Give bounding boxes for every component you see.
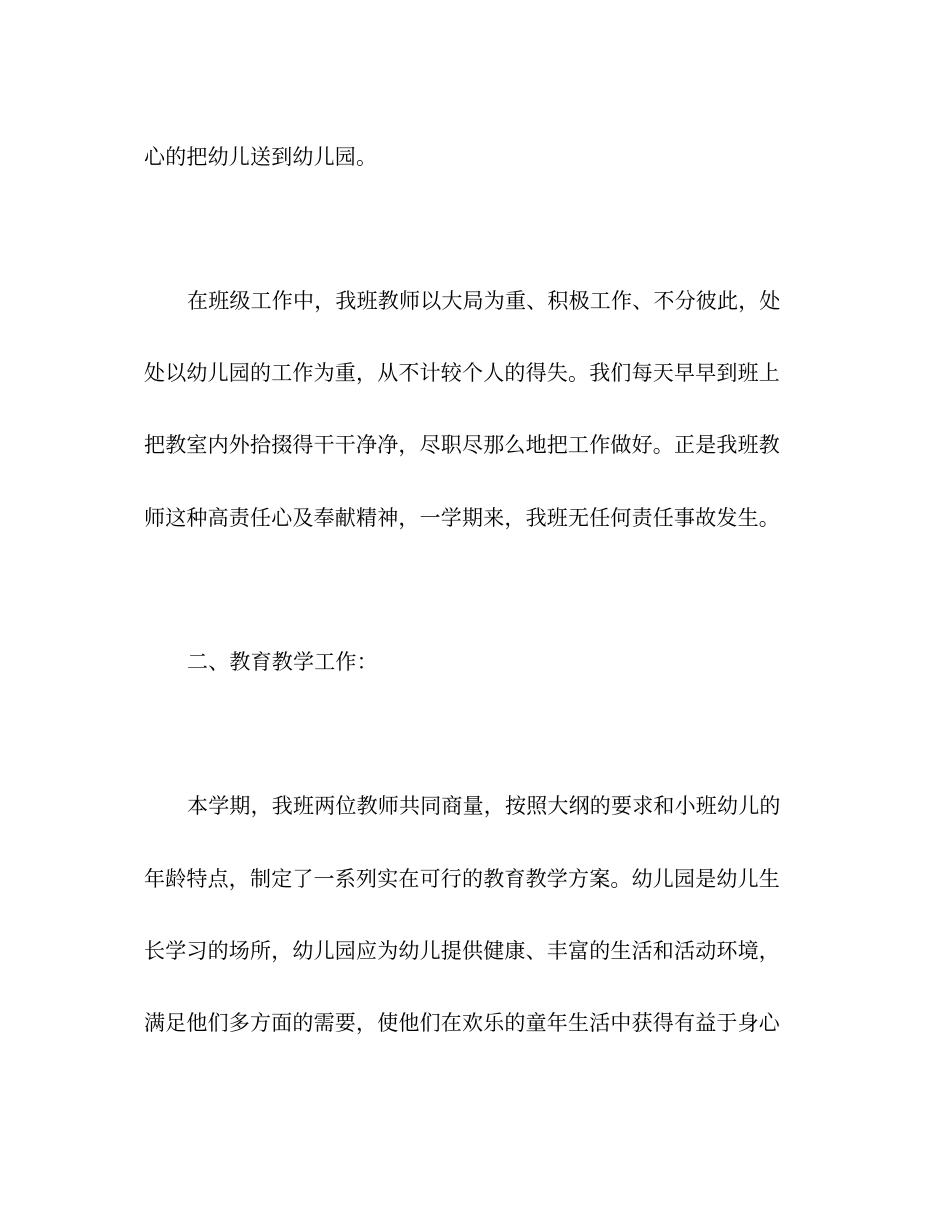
paragraph-line: 处以幼儿园的工作为重，从不计较个人的得失。我们每天早早到班上 bbox=[144, 361, 780, 385]
paragraph-line: 本学期，我班两位教师共同商量，按照大纲的要求和小班幼儿的 bbox=[187, 794, 781, 818]
paragraph-line: 师这种高责任心及奉献精神，一学期来，我班无任何责任事故发生。 bbox=[144, 506, 780, 530]
paragraph-line: 在班级工作中，我班教师以大局为重、积极工作、不分彼此，处 bbox=[187, 289, 781, 313]
section-heading: 二、教育教学工作： bbox=[187, 650, 378, 674]
paragraph-line: 长学习的场所，幼儿园应为幼儿提供健康、丰富的生活和活动环境， bbox=[144, 939, 780, 963]
paragraph-line: 年龄特点，制定了一系列实在可行的教育教学方案。幼儿园是幼儿生 bbox=[144, 867, 780, 891]
paragraph-line: 把教室内外拾掇得干干净净，尽职尽那么地把工作做好。正是我班教 bbox=[144, 433, 780, 457]
paragraph-line: 心的把幼儿送到幼儿园。 bbox=[144, 145, 378, 169]
paragraph-line: 满足他们多方面的需要，使他们在欢乐的童年生活中获得有益于身心 bbox=[144, 1011, 780, 1035]
